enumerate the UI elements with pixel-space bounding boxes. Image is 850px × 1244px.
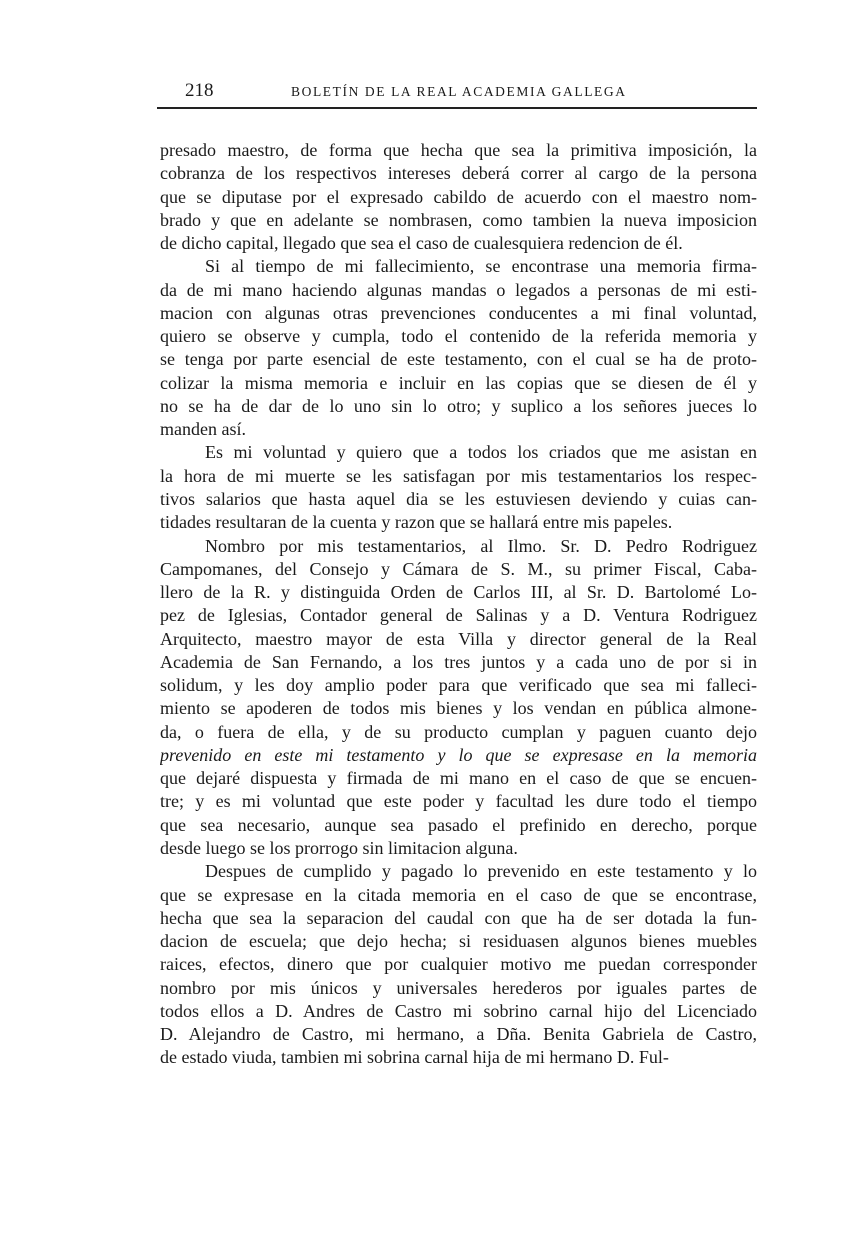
text-line: manden así.: [160, 419, 246, 440]
text-line: Arquitecto, maestro mayor de esta Villa y director general de la Real: [160, 628, 757, 649]
text-line: solidum, y les doy amplio poder para que verificado que sea mi falleci-: [160, 675, 757, 696]
text-line: miento se apoderen de todos mis bienes y los vendan en pública almone-: [160, 698, 757, 719]
paragraph: [160, 139, 757, 255]
paragraph: [160, 441, 757, 534]
text-line: que sea necesario, aunque sea pasado el prefinido en derecho, porque: [160, 814, 757, 835]
text-line: Despues de cumplido y pagado lo prevenido en este testamento y lo: [205, 861, 757, 882]
text-line: da, o fuera de ella, y de su producto cumplan y paguen cuanto dejo: [160, 721, 757, 742]
text-line: cobranza de los respectivos intereses deberá correr al cargo de la persona: [160, 163, 757, 184]
text-line: todos ellos a D. Andres de Castro mi sobrino carnal hijo del Licenciado: [160, 1000, 757, 1021]
text-line: Campomanes, del Consejo y Cámara de S. M., su primer Fiscal, Caba-: [160, 558, 757, 579]
paragraph: [160, 255, 757, 441]
text-line: Si al tiempo de mi fallecimiento, se encontrase una memoria firma-: [205, 256, 757, 277]
text-line: de dicho capital, llegado que sea el caso de cualesquiera redencion de él.: [160, 233, 683, 254]
text-line: nombro por mis únicos y universales herederos por iguales partes de: [160, 977, 757, 998]
text-line: que dejaré dispuesta y firmada de mi mano en el caso de que se encuen-: [160, 768, 757, 789]
header-rule: [157, 107, 757, 109]
text-line: que se expresase en la citada memoria en el caso de que se encontrase,: [160, 884, 757, 905]
text-line: Academia de San Fernando, a los tres juntos y a cada uno de por si in: [160, 651, 757, 672]
text-line: pez de Iglesias, Contador general de Salinas y a D. Ventura Rodriguez: [160, 605, 757, 626]
text-line: tre; y es mi voluntad que este poder y facultad les dure todo el tiempo: [160, 791, 757, 812]
text-line: la hora de mi muerte se les satisfagan por mis testamentarios los respec-: [160, 465, 757, 486]
text-line: tivos salarios que hasta aquel dia se les estuviesen deviendo y cuias can-: [160, 488, 757, 509]
text-line: de estado viuda, tambien mi sobrina carnal hija de mi hermano D. Ful-: [160, 1047, 669, 1068]
text-line: brado y que en adelante se nombrasen, como tambien la nueva imposicion: [160, 209, 757, 230]
text-line: hecha que sea la separacion del caudal con que ha de ser dotada la fun-: [160, 907, 757, 928]
running-title: BOLETÍN DE LA REAL ACADEMIA GALLEGA: [291, 84, 627, 99]
running-header: [157, 80, 757, 104]
paragraph: [160, 535, 757, 861]
text-line: se tenga por parte esencial de este testamento, con el cual se ha de proto-: [160, 349, 757, 370]
text-line: presado maestro, de forma que hecha que sea la primitiva imposición, la: [160, 140, 757, 160]
text-line: macion con algunas otras prevenciones conducentes a mi final voluntad,: [160, 302, 757, 323]
text-line: Es mi voluntad y quiero que a todos los criados que me asistan en: [205, 442, 757, 463]
page-body: [160, 139, 757, 1070]
page-number: 218: [185, 80, 214, 101]
text-line: no se ha de dar de lo uno sin lo otro; y suplico a los señores jueces lo: [160, 395, 757, 416]
text-line: colizar la misma memoria e incluir en las copias que se diesen de él y: [160, 372, 757, 393]
text-line: llero de la R. y distinguida Orden de Carlos III, al Sr. D. Bartolomé Lo-: [160, 582, 757, 603]
text-line: Nombro por mis testamentarios, al Ilmo. Sr. D. Pedro Rodriguez: [205, 535, 757, 556]
text-line: D. Alejandro de Castro, mi hermano, a Dña. Benita Gabriela de Castro,: [160, 1024, 757, 1045]
text-line: raices, efectos, dinero que por cualquier motivo me puedan corresponder: [160, 954, 757, 975]
text-line: da de mi mano haciendo algunas mandas o legados a personas de mi esti-: [160, 279, 757, 300]
text-line: que se diputase por el expresado cabildo de acuerdo con el maestro nom-: [160, 186, 757, 207]
text-line: quiero se observe y cumpla, todo el contenido de la referida memoria y: [160, 326, 757, 347]
paragraph: [160, 860, 757, 1069]
text-line: dacion de escuela; que dejo hecha; si residuasen algunos bienes muebles: [160, 931, 757, 952]
text-line: tidades resultaran de la cuenta y razon que se hallará entre mis papeles.: [160, 512, 673, 533]
text-line: prevenido en este mi testamento y lo que se expresase en la memoria: [160, 744, 757, 765]
text-line: desde luego se los prorrogo sin limitacion alguna.: [160, 837, 518, 858]
